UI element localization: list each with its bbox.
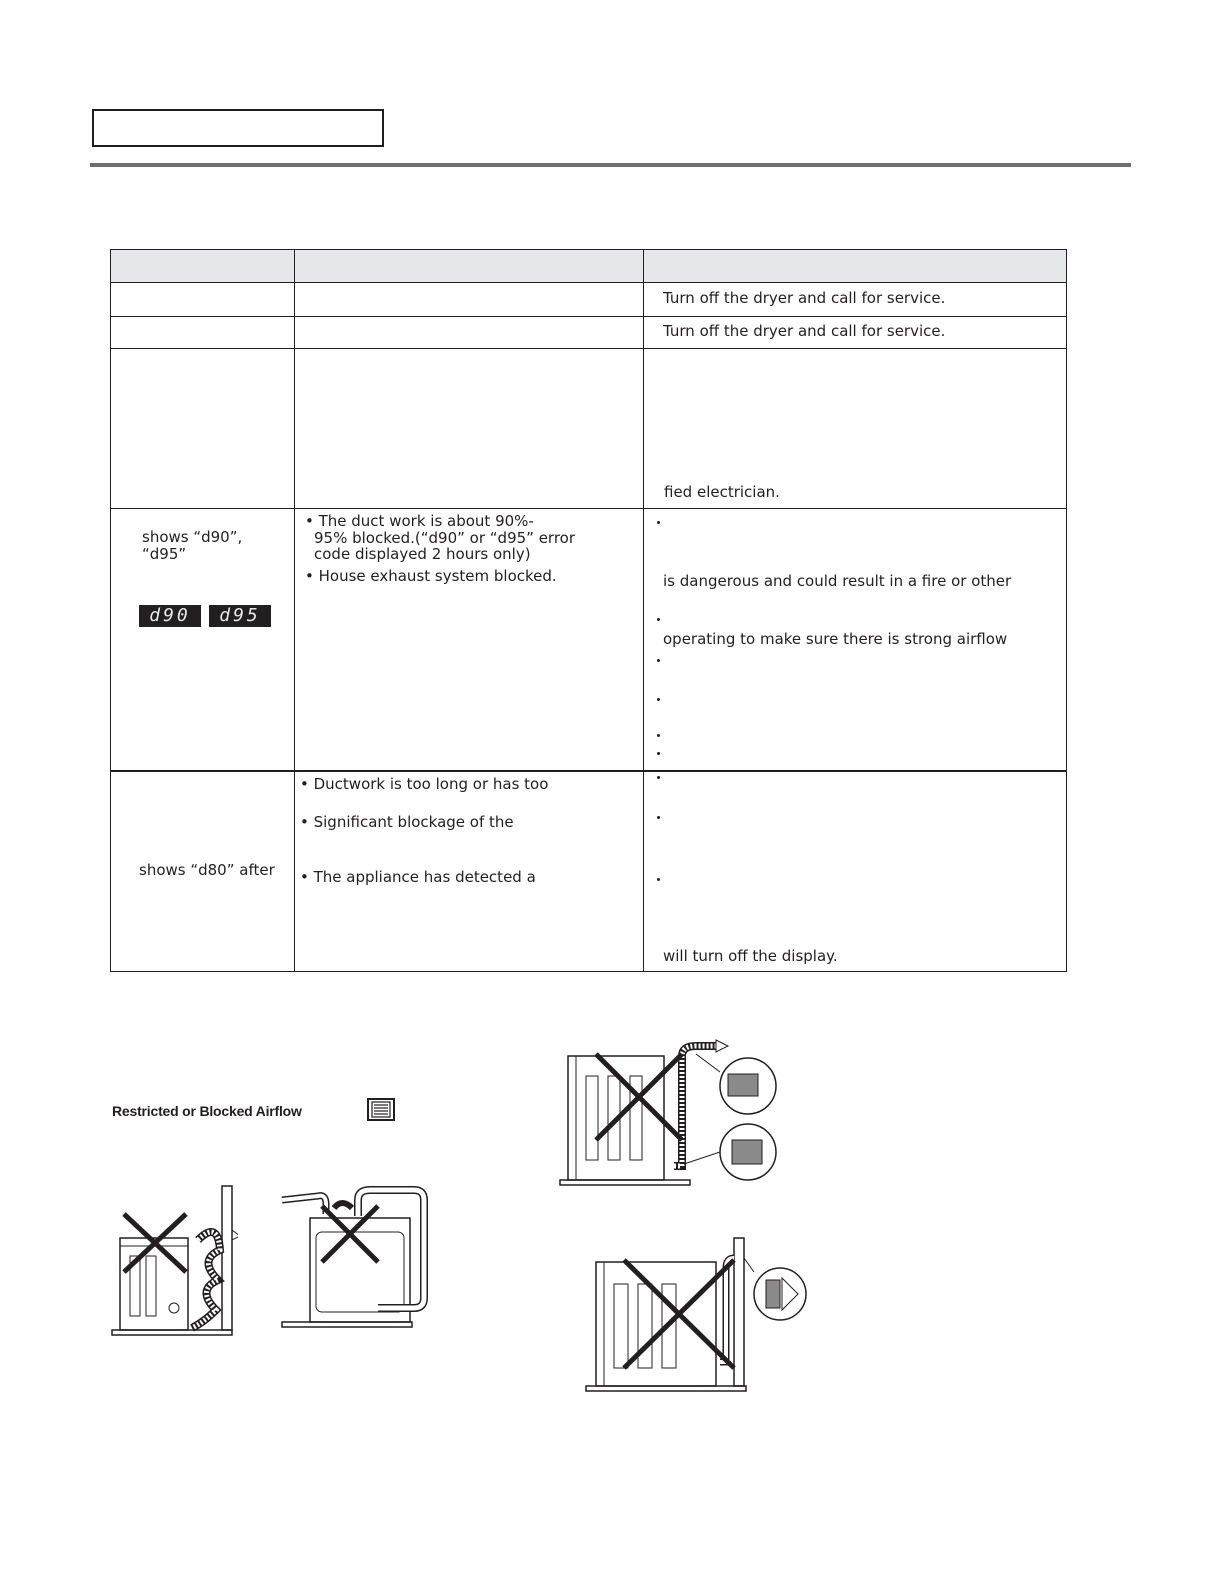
dryer-crushed-duct-illustration <box>108 1180 238 1340</box>
table-cell-solution: Turn off the dryer and call for service. <box>663 322 946 340</box>
header-rule <box>90 163 1131 167</box>
section-title: Restricted or Blocked Airflow <box>112 1103 302 1119</box>
table-cell-problem: shows “d90”, <box>142 528 243 546</box>
table-cell-solution: fied electrician. <box>664 483 780 501</box>
dryer-blocked-vent-illustration <box>584 1232 812 1396</box>
table-header-row <box>111 250 1066 283</box>
dryer-lint-blocked-duct-illustration <box>556 1036 784 1188</box>
error-code-display: d90 <box>139 605 201 627</box>
bullet-point <box>657 878 660 881</box>
table-cell-cause: • The duct work is about 90%- <box>305 512 534 530</box>
table-cell-problem: shows “d80” after <box>139 861 275 879</box>
bullet-point <box>657 776 660 779</box>
table-cell-solution: Turn off the dryer and call for service. <box>663 289 946 307</box>
table-cell-solution: operating to make sure there is strong airflow <box>663 630 1008 648</box>
table-cell-cause: 95% blocked.(“d90” or “d95” error <box>314 529 576 547</box>
troubleshooting-table <box>110 249 1067 972</box>
bullet-point <box>657 698 660 701</box>
error-code-display: d95 <box>209 605 271 627</box>
table-cell-cause: • House exhaust system blocked. <box>305 567 557 585</box>
table-cell-cause: • The appliance has detected a <box>300 868 536 886</box>
table-cell-cause: • Ductwork is too long or has too <box>300 775 549 793</box>
bullet-point <box>657 734 660 737</box>
dryer-long-duct-illustration <box>278 1178 438 1332</box>
section-header-box <box>92 109 384 147</box>
bullet-point <box>657 521 660 524</box>
row-divider <box>111 316 1066 317</box>
table-cell-solution: is dangerous and could result in a fire or other <box>663 572 1012 590</box>
bullet-point <box>657 618 660 621</box>
bullet-point <box>657 816 660 819</box>
vent-icon <box>367 1098 395 1121</box>
bullet-point <box>657 659 660 662</box>
row-divider <box>111 508 1066 509</box>
row-divider <box>111 348 1066 349</box>
column-divider <box>643 250 644 971</box>
bullet-point <box>657 752 660 755</box>
column-divider <box>294 250 295 971</box>
table-cell-solution: will turn off the display. <box>663 947 838 965</box>
table-cell-cause: • Significant blockage of the <box>300 813 514 831</box>
row-divider <box>111 770 1066 772</box>
table-cell-cause: code displayed 2 hours only) <box>314 545 531 563</box>
table-cell-problem: “d95” <box>142 545 187 563</box>
